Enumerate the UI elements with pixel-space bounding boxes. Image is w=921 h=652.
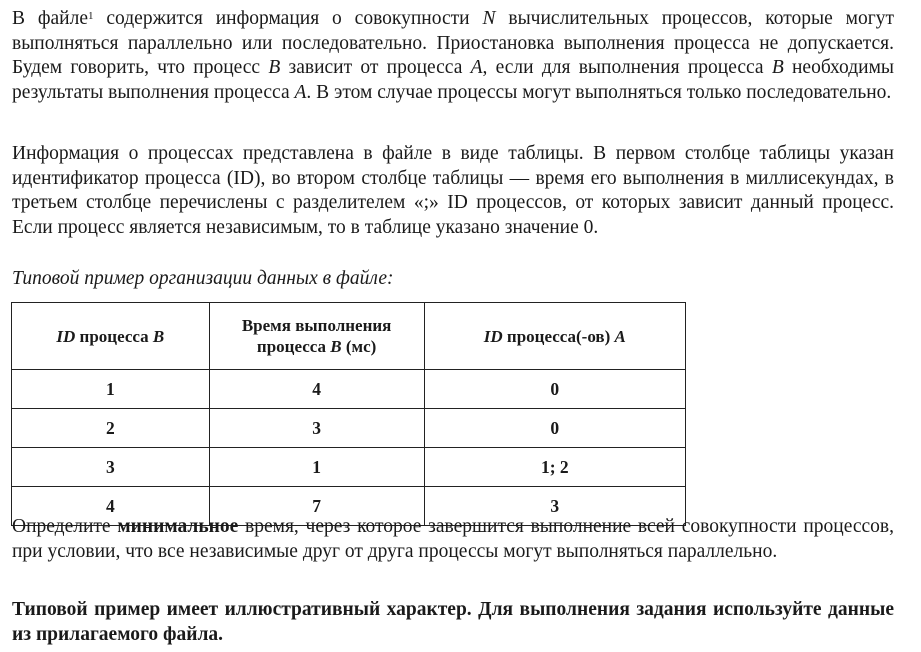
cell-deps: 0 bbox=[424, 409, 685, 448]
header-text: (мс) bbox=[341, 337, 377, 356]
cell-id: 1 bbox=[12, 370, 210, 409]
cell-time: 4 bbox=[209, 370, 424, 409]
intro-text: . В этом случае процессы могут выполняться только последовательно. bbox=[306, 81, 892, 103]
header-var: A bbox=[614, 326, 626, 346]
cell-id: 2 bbox=[12, 409, 210, 448]
intro-text: зависит от процесса bbox=[280, 57, 471, 78]
intro-text: В файле bbox=[12, 8, 89, 29]
cell-id: 3 bbox=[12, 448, 210, 487]
cell-time: 1 bbox=[209, 448, 424, 487]
cell-deps: 3 bbox=[424, 487, 685, 526]
question-paragraph bbox=[12, 515, 894, 564]
header-text: процесса bbox=[75, 326, 153, 346]
cell-time: 7 bbox=[209, 487, 424, 526]
intro-text: вычислительных процессов, которые могут выполняться параллельно или последовательно. Приостановка выполнения процесса не допускается. Будем говорить, что процесс bbox=[12, 8, 894, 78]
intro-paragraph bbox=[12, 7, 894, 105]
process-table bbox=[11, 302, 686, 526]
info-paragraph: Информация о процессах представлена в файле в виде таблицы. В первом столбце таблицы указан идентификатор процесса (ID), во втором столбце таблицы — время его выполнения в миллисекундах, в третьем столбце перечислены с разделителем «;» ID процессов, от которых зависит данный процесс. Если процесс является независимым, то в таблице указано значение 0. bbox=[12, 143, 894, 238]
header-process-b-id bbox=[12, 303, 210, 370]
header-exec-time bbox=[209, 303, 424, 370]
header-id: ID bbox=[56, 326, 76, 346]
intro-text: , если для выполнения процесса bbox=[482, 57, 772, 78]
cell-time: 3 bbox=[209, 409, 424, 448]
header-var: B bbox=[330, 337, 342, 356]
table-row bbox=[12, 409, 686, 448]
header-text: процесса bbox=[256, 337, 331, 356]
var-a: A bbox=[294, 81, 307, 103]
var-b: B bbox=[268, 57, 281, 78]
table-caption: Типовой пример организации данных в файле: bbox=[12, 268, 394, 289]
intro-text: необходимы результаты выполнения процесса bbox=[12, 57, 895, 103]
question-emphasis: минимальное bbox=[117, 516, 239, 537]
question-text: время, через которое завершится выполнение всей совокупности процессов, при условии, что все независимые друг от друга процессы могут выполняться параллельно. bbox=[12, 516, 894, 562]
cell-deps: 1; 2 bbox=[424, 448, 685, 487]
table-header-row bbox=[12, 303, 686, 370]
var-a: A bbox=[470, 57, 483, 78]
cell-id: 4 bbox=[12, 487, 210, 526]
header-process-a-ids bbox=[424, 303, 685, 370]
footnote-mark: 1 bbox=[88, 10, 94, 22]
var-n: N bbox=[482, 8, 496, 29]
question-text: Определите bbox=[12, 516, 118, 537]
intro-text: содержится информация о совокупности bbox=[93, 8, 483, 29]
note-paragraph: Типовой пример имеет иллюстративный характер. Для выполнения задания используйте данные из прилагаемого файла. bbox=[12, 599, 894, 645]
header-text: Время выполнения bbox=[241, 316, 392, 335]
header-text: процесса(-ов) bbox=[502, 326, 615, 346]
table-row bbox=[12, 448, 686, 487]
header-var: B bbox=[152, 326, 165, 346]
table-row bbox=[12, 370, 686, 409]
cell-deps: 0 bbox=[424, 370, 685, 409]
var-b: B bbox=[771, 57, 784, 78]
header-id: ID bbox=[483, 326, 503, 346]
